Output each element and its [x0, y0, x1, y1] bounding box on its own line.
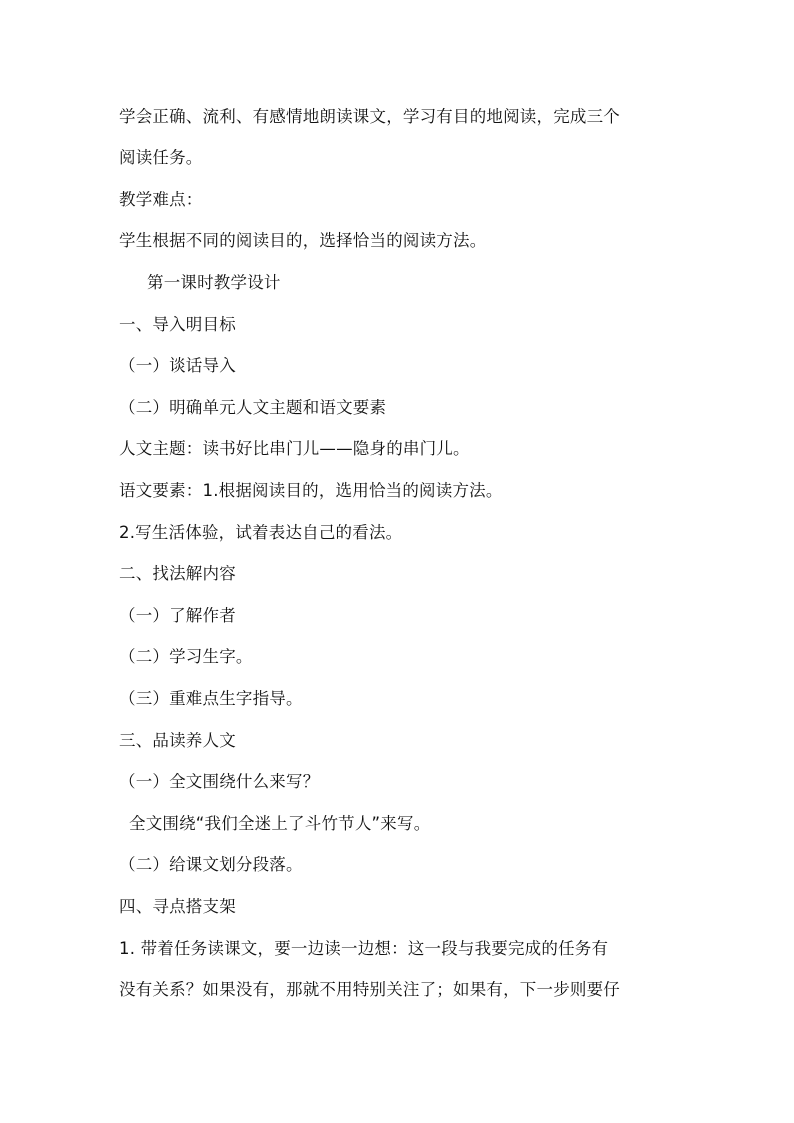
section-heading: 三、品读养人文	[119, 731, 236, 750]
paragraph-line: 人文主题：读书好比串门儿——隐身的串门儿。	[119, 439, 470, 458]
paragraph-line: 2.写生活体验，试着表达自己的看法。	[119, 523, 403, 542]
section-heading: 教学难点：	[119, 190, 203, 209]
subsection-heading: （一）了解作者	[119, 606, 236, 625]
subsection-heading: （一）全文围绕什么来写？	[119, 772, 320, 791]
paragraph-line: 没有关系？如果没有，那就不用特别关注了；如果有，下一步则要仔	[119, 980, 620, 999]
section-heading: 一、导入明目标	[119, 315, 236, 334]
subsection-heading: （二）给课文划分段落。	[119, 855, 303, 874]
paragraph-line: 学会正确、流利、有感情地朗读课文，学习有目的地阅读，完成三个	[119, 107, 620, 126]
paragraph-line: 1. 带着任务读课文，要一边读一边想：这一段与我要完成的任务有	[119, 939, 609, 958]
section-heading: 四、寻点搭支架	[119, 897, 236, 916]
subsection-heading: （一）谈话导入	[119, 356, 236, 375]
subsection-heading: （二）明确单元人文主题和语文要素	[119, 398, 387, 417]
paragraph-line: 语文要素：1.根据阅读目的，选用恰当的阅读方法。	[119, 481, 503, 500]
paragraph-line: 全文围绕“我们全迷上了斗竹节人”来写。	[129, 814, 431, 833]
subsection-heading: （二）学习生字。	[119, 647, 253, 666]
subsection-heading: （三）重难点生字指导。	[119, 689, 303, 708]
paragraph-line: 阅读任务。	[119, 148, 203, 167]
section-title: 第一课时教学设计	[147, 273, 281, 292]
section-heading: 二、找法解内容	[119, 564, 236, 583]
paragraph-line: 学生根据不同的阅读目的，选择恰当的阅读方法。	[119, 231, 487, 250]
